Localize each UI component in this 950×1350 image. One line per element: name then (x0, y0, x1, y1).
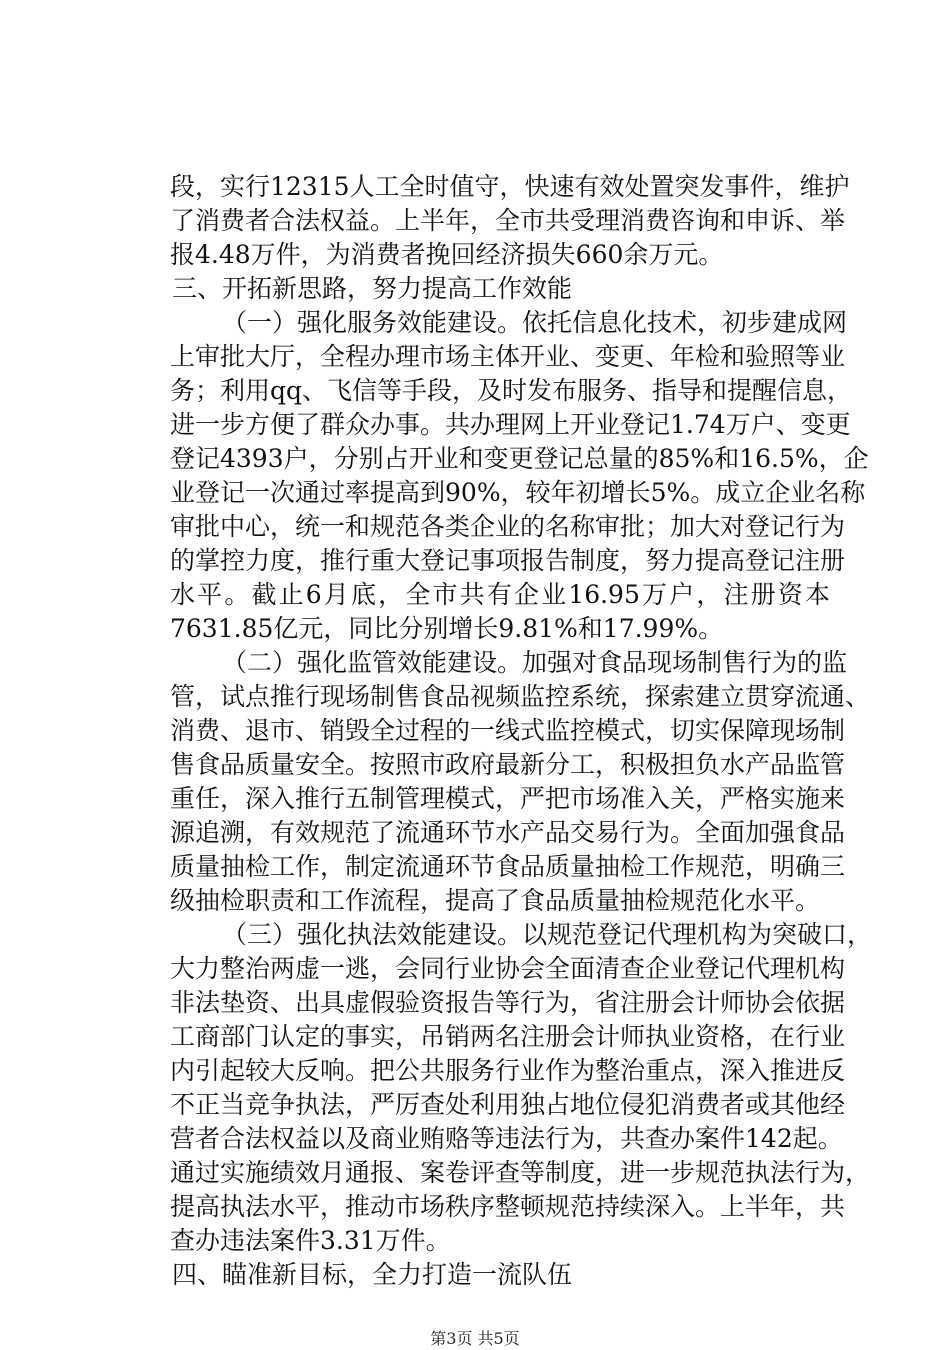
paragraph-line: 重任，深入推行五制管理模式，严把市场准入关，严格实施来 (170, 784, 846, 813)
paragraph-line: 上审批大厅，全程办理市场主体开业、变更、年检和验照等业 (170, 342, 846, 371)
paragraph-line: 源追溯，有效规范了流通环节水产品交易行为。全面加强食品 (170, 818, 846, 847)
paragraph-line: 非法垫资、出具虚假验资报告等行为，省注册会计师协会依据 (170, 988, 846, 1017)
paragraph-line: 进一步方便了群众办事。共办理网上开业登记1.74万户、变更 (170, 410, 851, 439)
section-heading: 三、开拓新思路，努力提高工作效能 (172, 274, 573, 303)
paragraph-line: 内引起较大反响。把公共服务行业作为整治重点，深入推进反 (170, 1056, 846, 1085)
paragraph-line: （三）强化执法效能建设。以规范登记代理机构为突破口， (222, 920, 873, 949)
paragraph-line: （二）强化监管效能建设。加强对食品现场制售行为的监 (222, 648, 848, 677)
paragraph-line: 管，试点推行现场制售食品视频监控系统，探索建立贯穿流通、 (170, 682, 871, 711)
section-heading: 四、瞄准新目标，全力打造一流队伍 (172, 1260, 573, 1289)
paragraph-line: 业登记一次通过率提高到90%，较年初增长5%。成立企业名称 (170, 478, 866, 507)
paragraph-line: （一）强化服务效能建设。依托信息化技术，初步建成网 (222, 308, 848, 337)
page-number: 第3页 共5页 (430, 1329, 520, 1348)
paragraph-line: 通过实施绩效月通报、案卷评查等制度，进一步规范执法行为， (170, 1158, 871, 1187)
paragraph-line: 售食品质量安全。按照市政府最新分工，积极担负水产品监管 (170, 750, 846, 779)
paragraph-line: 了消费者合法权益。上半年，全市共受理消费咨询和申诉、举 (170, 206, 846, 235)
paragraph-line: 段，实行12315人工全时值守，快速有效处置突发事件，维护 (170, 172, 850, 201)
paragraph-line: 工商部门认定的事实，吊销两名注册会计师执业资格，在行业 (170, 1022, 846, 1051)
paragraph-line: 质量抽检工作，制定流通环节食品质量抽检工作规范，明确三 (170, 852, 846, 881)
paragraph-line: 审批中心，统一和规范各类企业的名称审批；加大对登记行为 (170, 512, 846, 541)
paragraph-line: 登记4393户，分别占开业和变更登记总量的85%和16.5%，企 (170, 444, 869, 473)
paragraph-line: 营者合法权益以及商业贿赂等违法行为，共查办案件142起。 (170, 1124, 843, 1153)
paragraph-line: 级抽检职责和工作流程，提高了食品质量抽检规范化水平。 (170, 886, 821, 915)
paragraph-line: 消费、退市、销毁全过程的一线式监控模式，切实保障现场制 (170, 716, 846, 745)
paragraph-line: 报4.48万件，为消费者挽回经济损失660余万元。 (170, 240, 724, 269)
paragraph-line: 查办违法案件3.31万件。 (170, 1226, 451, 1255)
paragraph-line: 提高执法水平，推动市场秩序整顿规范持续深入。上半年，共 (170, 1192, 846, 1221)
paragraph-line: 务；利用qq、飞信等手段，及时发布服务、指导和提醒信息， (170, 376, 853, 405)
paragraph-line: 大力整治两虚一逃，会同行业协会全面清查企业登记代理机构 (170, 954, 846, 983)
paragraph-line: 的掌控力度，推行重大登记事项报告制度，努力提高登记注册 (170, 546, 846, 575)
paragraph-line: 7631.85亿元，同比分别增长9.81%和17.99%。 (170, 614, 724, 643)
paragraph-line: 不正当竞争执法，严厉查处利用独占地位侵犯消费者或其他经 (170, 1090, 846, 1119)
paragraph-line: 水平。截止6月底，全市共有企业16.95万户，注册资本 (170, 580, 830, 609)
